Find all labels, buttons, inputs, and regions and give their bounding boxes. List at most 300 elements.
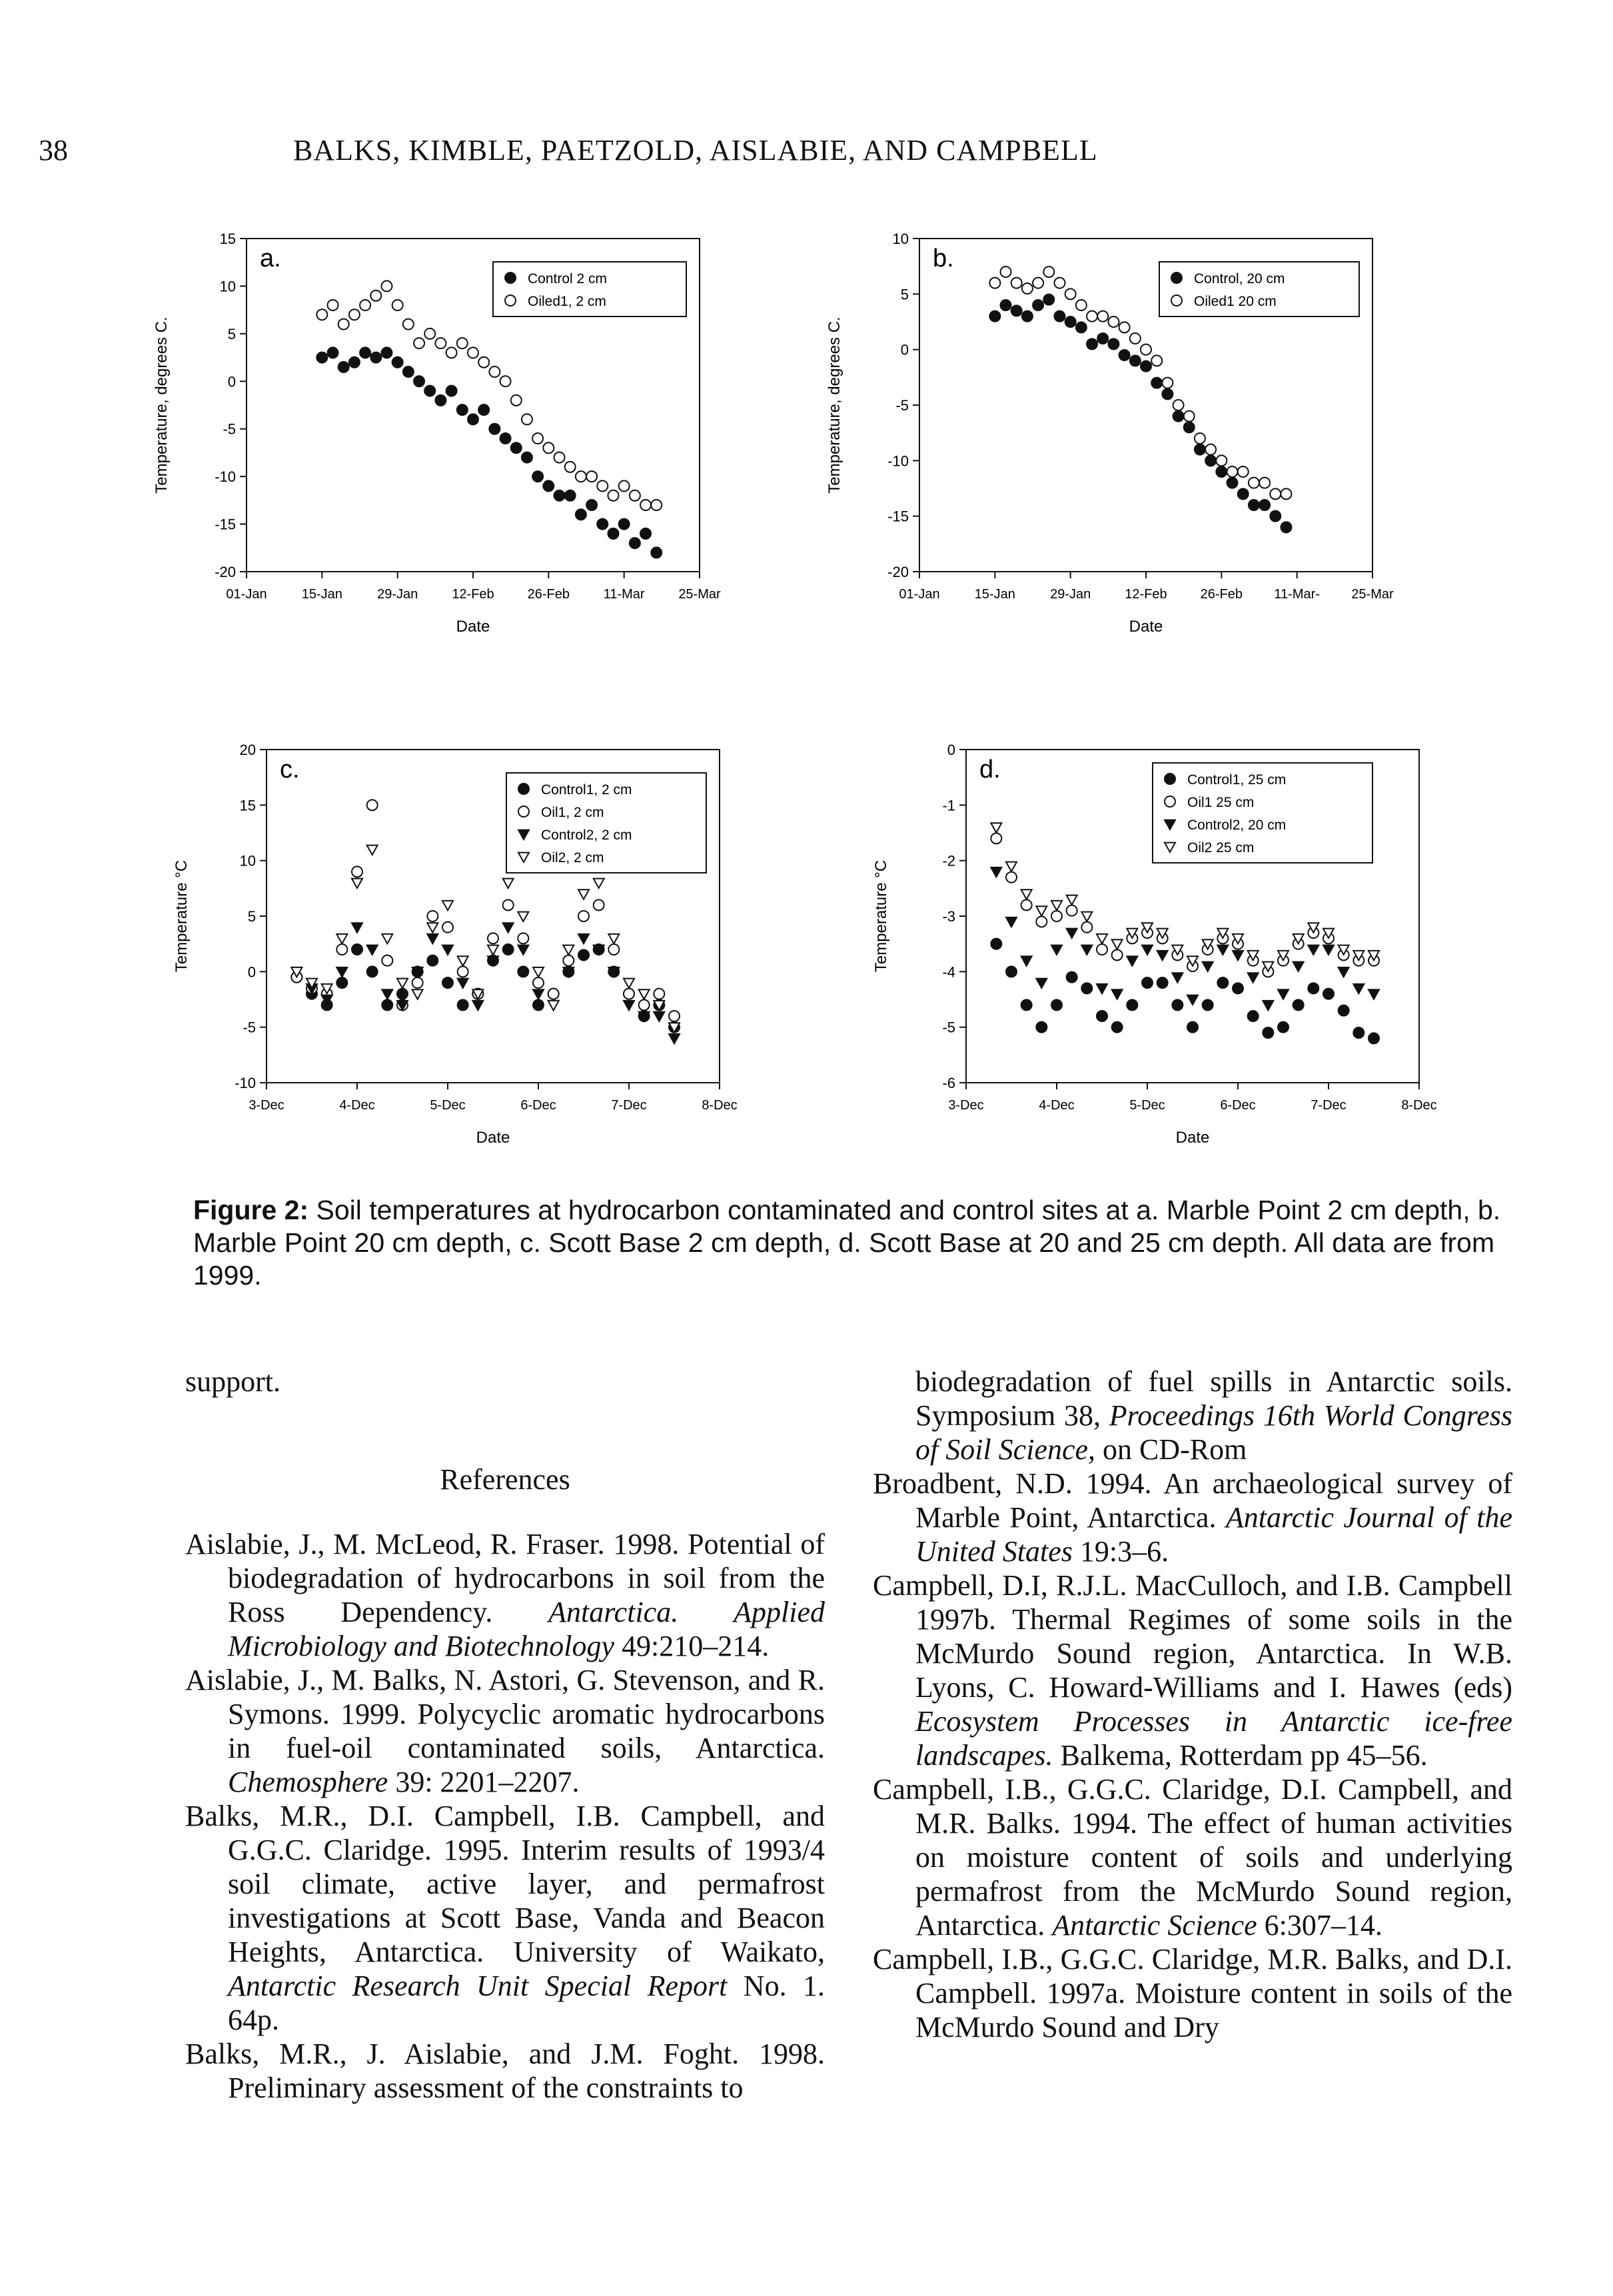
data-point <box>397 989 408 999</box>
data-point <box>1108 316 1119 327</box>
data-point <box>1270 488 1281 499</box>
x-tick-label: 4-Dec <box>1039 1098 1075 1113</box>
data-point <box>328 300 338 310</box>
x-tick-label: 6-Dec <box>1220 1098 1256 1113</box>
data-point <box>543 480 554 491</box>
data-point <box>1097 333 1108 344</box>
data-point <box>1051 901 1062 910</box>
running-head: BALKS, KIMBLE, PAETZOLD, AISLABIE, AND CAMPBELL <box>293 134 1098 167</box>
y-tick-label: 15 <box>239 797 256 814</box>
data-point <box>338 319 349 330</box>
data-point <box>991 823 1001 832</box>
data-point <box>597 480 608 491</box>
data-point <box>1036 979 1047 988</box>
data-point <box>1353 1027 1364 1038</box>
data-point <box>1119 350 1130 360</box>
chart-b <box>813 225 1412 638</box>
data-point <box>1151 378 1162 388</box>
data-point <box>1184 411 1195 422</box>
data-point <box>624 989 634 999</box>
data-point <box>1108 338 1119 349</box>
data-point <box>458 999 468 1010</box>
data-point <box>1151 355 1162 366</box>
y-tick-label: -2 <box>942 852 955 869</box>
y-tick-label: -15 <box>887 508 909 525</box>
data-point <box>352 879 362 888</box>
reference-italic-text: Antarctic Journal of the United States <box>915 1501 1512 1568</box>
data-point <box>594 879 604 888</box>
data-point <box>338 362 349 372</box>
data-point <box>360 347 370 358</box>
data-point <box>1308 945 1319 955</box>
data-point <box>1187 1022 1198 1033</box>
data-point <box>1238 488 1249 499</box>
x-tick-label: 5-Dec <box>430 1098 466 1113</box>
data-point <box>382 934 392 943</box>
panel-label: b. <box>933 245 954 273</box>
data-point <box>328 347 338 358</box>
x-tick-label: 3-Dec <box>948 1098 984 1113</box>
legend-marker <box>505 295 516 306</box>
reference-text: Broadbent, N.D. 1994. An archaeological survey of Marble Point, Antarctica. <box>873 1467 1512 1534</box>
data-point <box>457 404 468 415</box>
data-point <box>1097 1011 1107 1021</box>
data-point <box>654 1012 664 1021</box>
data-point <box>630 538 640 548</box>
legend-label: Oil1 25 cm <box>1187 795 1255 810</box>
data-point <box>1259 478 1270 488</box>
data-point <box>1112 989 1123 999</box>
data-point <box>576 509 586 520</box>
data-point <box>1051 999 1062 1010</box>
data-point <box>1233 951 1243 960</box>
left-column <box>185 1365 825 2105</box>
reference-text: biodegradation of fuel spills in Antarctic soils. Symposium 38, <box>915 1365 1512 1432</box>
data-point <box>989 278 1000 288</box>
data-point <box>503 899 514 910</box>
panel-label: d. <box>979 756 1001 784</box>
data-point <box>1323 989 1334 999</box>
chart-svg <box>140 225 740 638</box>
data-point <box>1173 411 1184 422</box>
data-point <box>1195 444 1205 455</box>
data-point <box>1172 973 1183 982</box>
y-tick-label: 0 <box>247 963 256 981</box>
reference-entry <box>185 1527 825 1663</box>
data-point <box>442 922 453 933</box>
data-point <box>424 386 435 396</box>
data-point <box>1051 911 1062 921</box>
data-point <box>1263 1027 1273 1038</box>
series-0 <box>991 939 1379 1044</box>
data-point <box>352 923 362 932</box>
reference-text: Balks, M.R., J. Aislabie, and J.M. Foght. 1998. Preliminary assessment of the constraints to <box>185 2037 825 2104</box>
data-point <box>1233 983 1243 993</box>
data-point <box>352 944 362 955</box>
reference-text: Aislabie, J., M. McLeod, R. Fraser. 1998. Potential of biodegradation of hydrocarbons in soil from the Ross Dependency. <box>185 1528 825 1628</box>
data-point <box>412 977 423 988</box>
data-point <box>619 480 630 491</box>
legend-label: Control 2 cm <box>528 271 608 287</box>
data-point <box>518 945 528 955</box>
data-point <box>511 395 522 406</box>
data-point <box>630 490 640 501</box>
data-point <box>1278 989 1289 999</box>
data-point <box>458 979 468 988</box>
data-point <box>1022 311 1033 322</box>
x-tick-label: 01-Jan <box>226 587 267 602</box>
data-point <box>1021 956 1032 965</box>
chart-d <box>859 736 1459 1149</box>
data-point <box>533 989 544 999</box>
reference-text: Campbell, I.B., G.G.C. Claridge, M.R. Balks, and D.I. Campbell. 1997a. Moisture content in soils of the McMurdo Sound and Dry <box>873 1943 1512 2043</box>
data-point <box>349 309 360 320</box>
data-point <box>1293 962 1304 971</box>
data-point <box>548 989 559 999</box>
reference-italic-text: Antarctic Science <box>1052 1909 1257 1942</box>
data-point <box>608 934 619 943</box>
reference-text: 19:3–6. <box>1072 1535 1169 1568</box>
data-point <box>991 867 1001 877</box>
data-point <box>1227 478 1238 488</box>
reference-entry <box>185 1663 825 1799</box>
data-point <box>639 999 650 1010</box>
y-axis-title: Temperature °C <box>872 860 890 973</box>
legend-label: Oiled1, 2 cm <box>528 294 606 309</box>
data-point <box>1087 311 1097 322</box>
data-point <box>478 357 489 368</box>
data-point <box>576 471 586 482</box>
data-point <box>392 357 403 368</box>
data-point <box>468 414 478 424</box>
reference-entry <box>873 1568 1512 1772</box>
data-point <box>370 290 381 301</box>
data-point <box>472 1001 483 1010</box>
data-point <box>1270 511 1281 522</box>
x-tick-label: 25-Mar <box>678 587 721 602</box>
x-tick-label: 6-Dec <box>520 1098 556 1113</box>
data-point <box>1036 1022 1047 1033</box>
data-point <box>1036 916 1047 927</box>
data-point <box>586 500 597 510</box>
data-point <box>608 944 619 955</box>
data-point <box>1022 283 1033 294</box>
support-text: support. <box>185 1365 280 1398</box>
data-point <box>1097 944 1107 955</box>
series-2 <box>291 923 680 1043</box>
y-tick-label: 20 <box>239 742 256 758</box>
data-point <box>1353 984 1364 993</box>
data-point <box>624 979 634 988</box>
data-point <box>1203 962 1213 971</box>
data-point <box>586 471 597 482</box>
data-point <box>651 500 662 510</box>
data-point <box>533 999 544 1010</box>
data-point <box>1076 300 1087 310</box>
y-tick-label: -5 <box>895 397 909 414</box>
y-tick-label: -5 <box>243 1019 256 1036</box>
legend-marker <box>1165 796 1175 807</box>
data-point <box>1011 305 1022 316</box>
data-point <box>619 519 630 530</box>
legend-marker <box>1171 273 1182 283</box>
data-point <box>1081 922 1092 933</box>
x-tick-label: 12-Feb <box>452 587 494 602</box>
data-point <box>991 833 1001 844</box>
data-point <box>412 989 423 999</box>
data-point <box>640 528 651 539</box>
legend-label: Oil2, 2 cm <box>541 850 604 865</box>
y-tick-label: 5 <box>247 908 256 925</box>
data-point <box>500 376 511 386</box>
reference-text: No. 1. 64p. <box>228 1970 825 2036</box>
data-point <box>1293 999 1304 1010</box>
data-point <box>624 1001 634 1010</box>
y-tick-label: -3 <box>942 908 955 925</box>
data-point <box>489 424 500 434</box>
data-point <box>1006 872 1017 883</box>
y-tick-label: -20 <box>215 564 236 580</box>
data-point <box>403 366 414 377</box>
chart-svg <box>160 736 760 1149</box>
data-point <box>381 347 392 358</box>
reference-entry <box>873 1942 1512 2044</box>
reference-text: Balks, M.R., D.I. Campbell, I.B. Campbell, and G.G.C. Claridge. 1995. Interim results of 1993/4 soil climate, active layer, and permafrost investigations at Scott Base, Vanda and Beacon Heights, Antarctica. University of Waikato, <box>185 1800 825 1968</box>
data-point <box>1238 466 1249 477</box>
data-point <box>316 309 327 320</box>
panel-label: a. <box>260 245 281 273</box>
data-point <box>446 386 457 396</box>
x-tick-label: 4-Dec <box>339 1098 375 1113</box>
data-point <box>578 934 589 943</box>
x-tick-label: 8-Dec <box>1401 1098 1437 1113</box>
data-point <box>1173 400 1184 410</box>
x-tick-label: 25-Mar <box>1351 587 1394 602</box>
y-tick-label: -6 <box>942 1075 955 1091</box>
data-point <box>597 519 608 530</box>
panel-label: c. <box>280 756 300 784</box>
reference-italic-text: Antarctic Research Unit Special Report <box>228 1970 728 2002</box>
y-tick-label: 10 <box>892 231 909 247</box>
data-point <box>414 338 424 348</box>
data-point <box>1339 967 1349 977</box>
data-point <box>1097 934 1107 943</box>
data-point <box>1067 929 1077 938</box>
data-point <box>1130 355 1141 366</box>
reference-text: Balkema, Rotterdam pp 45–56. <box>1053 1739 1428 1772</box>
data-point <box>1127 999 1137 1010</box>
legend-label: Control2, 20 cm <box>1187 818 1287 833</box>
data-point <box>336 967 347 977</box>
y-tick-label: -15 <box>215 516 236 533</box>
x-tick-label: 29-Jan <box>1050 587 1091 602</box>
data-point <box>1263 1001 1273 1010</box>
data-point <box>403 319 414 330</box>
data-point <box>478 404 489 415</box>
x-tick-label: 15-Jan <box>301 587 342 602</box>
data-point <box>522 414 532 424</box>
data-point <box>1076 322 1087 332</box>
data-point <box>427 923 438 932</box>
data-point <box>1112 949 1123 960</box>
legend-label: Control, 20 cm <box>1194 271 1285 287</box>
legend-label: Oiled1 20 cm <box>1194 294 1277 309</box>
data-point <box>1006 862 1017 871</box>
data-point <box>1127 956 1137 965</box>
data-point <box>533 967 544 977</box>
legend-marker <box>505 273 516 283</box>
data-point <box>435 338 446 348</box>
data-point <box>1205 455 1216 466</box>
data-point <box>370 352 381 363</box>
legend-label: Control2, 2 cm <box>541 828 632 843</box>
data-point <box>651 547 662 558</box>
data-point <box>1157 977 1168 988</box>
data-point <box>1216 455 1227 466</box>
data-point <box>1184 422 1195 432</box>
data-point <box>458 956 468 965</box>
data-point <box>1141 361 1151 372</box>
data-point <box>1323 945 1334 955</box>
y-tick-label: 10 <box>239 852 256 869</box>
y-axis-title: Temperature, degrees C. <box>825 316 843 494</box>
data-point <box>1087 338 1097 349</box>
data-point <box>503 879 514 888</box>
data-point <box>1142 977 1153 988</box>
data-point <box>446 347 457 358</box>
y-tick-label: 5 <box>900 286 909 303</box>
data-point <box>1162 378 1173 388</box>
series-0 <box>316 347 662 558</box>
data-point <box>442 977 453 988</box>
y-tick-label: 15 <box>219 231 236 247</box>
x-tick-label: 3-Dec <box>249 1098 284 1113</box>
data-point <box>427 911 438 921</box>
x-tick-label: 29-Jan <box>377 587 418 602</box>
reference-italic-text: Chemosphere <box>228 1766 388 1798</box>
references-right <box>873 1365 1512 2044</box>
y-tick-label: -1 <box>942 797 955 814</box>
data-point <box>1281 488 1291 499</box>
y-axis-title: Temperature, degrees C. <box>153 316 171 494</box>
reference-entry <box>185 2037 825 2105</box>
chart-c <box>160 736 760 1149</box>
data-point <box>518 966 528 977</box>
reference-text: on CD-Rom <box>1095 1433 1247 1466</box>
data-point <box>424 328 435 339</box>
legend-marker <box>518 806 529 817</box>
data-point <box>442 901 453 910</box>
data-point <box>669 1011 680 1021</box>
data-point <box>1043 267 1054 277</box>
y-tick-label: 0 <box>947 742 955 758</box>
data-point <box>382 999 392 1010</box>
x-axis-title: Date <box>1175 1129 1210 1147</box>
data-point <box>367 945 378 955</box>
data-point <box>1248 1011 1259 1021</box>
data-point <box>503 923 514 932</box>
x-tick-label: 7-Dec <box>611 1098 647 1113</box>
data-point <box>1067 905 1077 916</box>
data-point <box>1006 966 1017 977</box>
reference-entry <box>873 1772 1512 1942</box>
data-point <box>594 899 604 910</box>
data-point <box>1162 388 1173 399</box>
data-point <box>1339 1005 1349 1016</box>
data-point <box>367 846 378 855</box>
x-tick-label: 15-Jan <box>974 587 1015 602</box>
data-point <box>1097 311 1108 322</box>
data-point <box>1205 444 1216 455</box>
data-point <box>488 945 498 955</box>
reference-text: 39: 2201–2207. <box>388 1766 580 1798</box>
data-point <box>640 500 651 510</box>
data-point <box>442 945 453 955</box>
data-point <box>488 933 498 943</box>
data-point <box>1001 300 1011 310</box>
legend-marker <box>1165 774 1175 784</box>
data-point <box>1001 267 1011 277</box>
data-point <box>554 452 565 463</box>
data-point <box>578 949 589 960</box>
x-tick-label: 01-Jan <box>899 587 940 602</box>
x-tick-label: 8-Dec <box>702 1098 738 1113</box>
caption-lead: Figure 2: <box>193 1195 309 1225</box>
data-point <box>414 376 424 386</box>
data-point <box>1081 983 1092 993</box>
data-point <box>500 433 511 444</box>
data-point <box>336 944 347 955</box>
reference-italic-text: Antarctica. Applied Microbiology and Biotechnology <box>228 1596 825 1662</box>
data-point <box>511 442 522 453</box>
data-point <box>360 300 370 310</box>
data-point <box>991 939 1001 949</box>
data-point <box>1203 999 1213 1010</box>
data-point <box>1187 995 1198 1005</box>
x-tick-label: 7-Dec <box>1311 1098 1346 1113</box>
data-point <box>427 934 438 943</box>
chart-svg <box>859 736 1459 1149</box>
legend-label: Oil2 25 cm <box>1187 840 1255 856</box>
data-point <box>457 338 468 348</box>
data-point <box>1043 294 1054 305</box>
data-point <box>1021 889 1032 899</box>
data-point <box>1033 300 1043 310</box>
data-point <box>1065 288 1076 299</box>
data-point <box>1006 917 1017 927</box>
data-point <box>1036 906 1047 915</box>
data-point <box>1217 977 1228 988</box>
data-point <box>392 300 403 310</box>
y-tick-label: -10 <box>235 1075 256 1091</box>
data-point <box>435 395 446 406</box>
data-point <box>669 1034 680 1043</box>
data-point <box>654 989 664 999</box>
reference-text: Campbell, I.B., G.G.C. Claridge, D.I. Campbell, and M.R. Balks. 1994. The effect of human activities on moisture content of soils and underlying permafrost from the McMurdo Sound region, Antarctica. <box>873 1773 1512 1942</box>
data-point <box>548 1001 559 1010</box>
data-point <box>1195 433 1205 444</box>
data-point <box>1097 984 1107 993</box>
y-tick-label: -5 <box>942 1019 955 1036</box>
data-point <box>608 490 618 501</box>
data-point <box>1248 973 1259 982</box>
data-point <box>1119 322 1130 332</box>
reference-text: Aislabie, J., M. Balks, N. Astori, G. Stevenson, and R. Symons. 1999. Polycyclic aromatic hydrocarbons in fuel-oil contaminated soils, Antarctica. <box>185 1664 825 1764</box>
series-0 <box>989 294 1291 533</box>
data-point <box>1157 951 1168 960</box>
data-point <box>382 989 392 999</box>
data-point <box>532 471 543 482</box>
